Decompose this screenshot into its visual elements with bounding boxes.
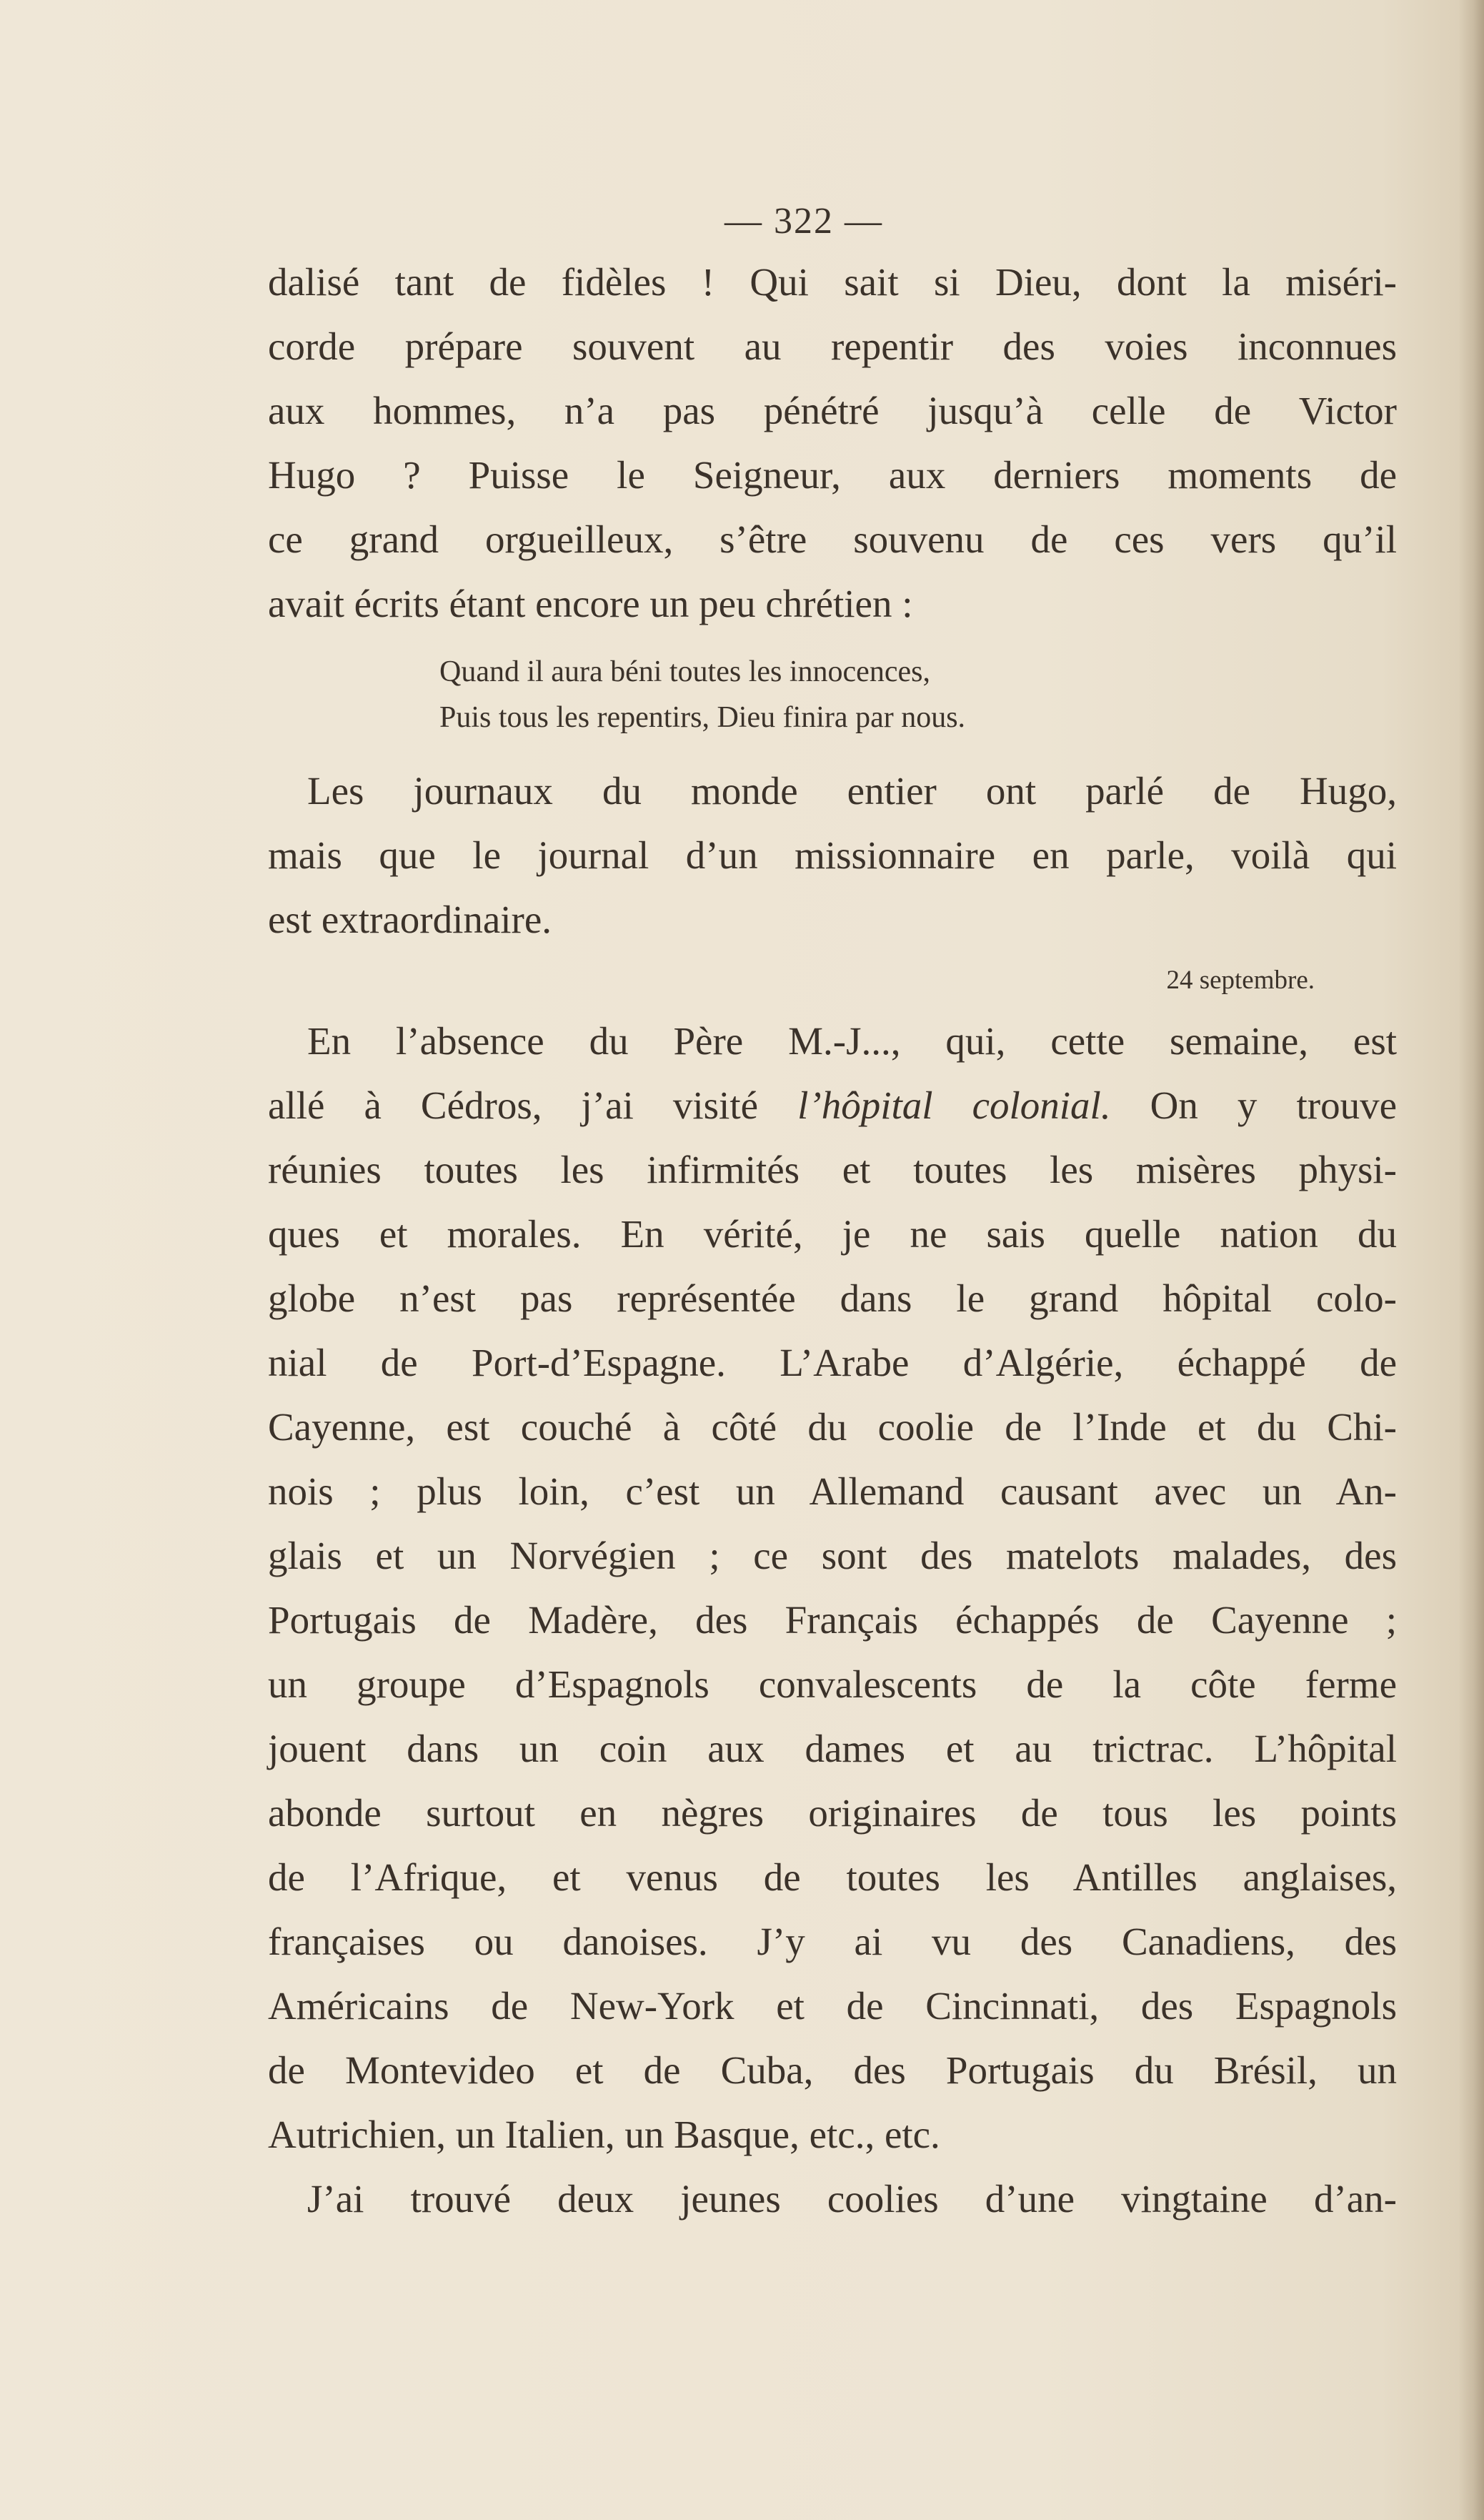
verse-quote (268, 649, 1397, 740)
text-line: de l’Afrique, et venus de toutes les Antilles anglaises, (268, 1855, 1397, 1899)
text-line: réunies toutes les infirmités et toutes les misères physi- (268, 1148, 1397, 1191)
italic-term: l’hôpital colonial. (797, 1083, 1111, 1127)
text-line: avait écrits étant encore un peu chrétien : (268, 582, 913, 625)
text-line: Portugais de Madère, des Français échappés de Cayenne ; (268, 1598, 1397, 1642)
text-line: Américains de New-York et de Cincinnati, des Espagnols (268, 1984, 1397, 2028)
text-line: glais et un Norvégien ; ce sont des matelots malades, des (268, 1534, 1397, 1577)
text-line: corde prépare souvent au repentir des voies inconnues (268, 324, 1397, 368)
text-line: Cayenne, est couché à côté du coolie de l’Inde et du Chi- (268, 1405, 1397, 1449)
page-text (268, 193, 1397, 2231)
text-line: ce grand orgueilleux, s’être souvenu de ces vers qu’il (268, 517, 1397, 561)
text-line: nois ; plus loin, c’est un Allemand causant avec un An- (268, 1469, 1397, 1513)
text-line: jouent dans un coin aux dames et au trictrac. L’hôpital (268, 1727, 1397, 1770)
text-line: françaises ou danoises. J’y ai vu des Canadiens, des (268, 1920, 1397, 1963)
text-span: allé à Cédros, j’ai visité (268, 1083, 798, 1127)
text-line: nial de Port-d’Espagne. L’Arabe d’Algérie, échappé de (268, 1341, 1397, 1384)
text-line-with-italic (268, 1073, 1397, 1138)
verse-line: Quand il aura béni toutes les innocences, (439, 655, 930, 688)
text-line: ques et morales. En vérité, je ne sais quelle nation du (268, 1212, 1397, 1256)
paragraph-2 (268, 759, 1397, 952)
text-line: aux hommes, n’a pas pénétré jusqu’à celle de Victor (268, 389, 1397, 432)
paragraph-1 (268, 250, 1397, 636)
verse-line: Puis tous les repentirs, Dieu finira par nous. (439, 701, 966, 734)
text-line: un groupe d’Espagnols convalescents de la côte ferme (268, 1662, 1397, 1706)
text-line: Hugo ? Puisse le Seigneur, aux derniers moments de (268, 453, 1397, 497)
text-line: est extraordinaire. (268, 898, 552, 941)
text-line: de Montevideo et de Cuba, des Portugais du Brésil, un (268, 2048, 1397, 2092)
dateline: 24 septembre. (1166, 966, 1315, 995)
paragraph-3 (268, 1009, 1397, 2167)
paragraph-4 (268, 2167, 1397, 2231)
text-line: Autrichien, un Italien, un Basque, etc., etc. (268, 2113, 940, 2156)
text-span: On y trouve (1110, 1083, 1397, 1127)
text-line: En l’absence du Père M.-J..., qui, cette semaine, est (307, 1019, 1397, 1063)
text-line: J’ai trouvé deux jeunes coolies d’une vingtaine d’an- (307, 2177, 1397, 2221)
text-line: globe n’est pas représentée dans le grand hôpital colo- (268, 1276, 1397, 1320)
text-line: mais que le journal d’un missionnaire en parle, voilà qui (268, 833, 1397, 877)
page-edge-shadow (1458, 0, 1484, 2520)
text-line: abonde surtout en nègres originaires de tous les points (268, 1791, 1397, 1835)
text-line: Les journaux du monde entier ont parlé de Hugo, (307, 769, 1397, 813)
page-number: — 322 — (724, 201, 883, 242)
text-line: dalisé tant de fidèles ! Qui sait si Dieu, dont la miséri- (268, 260, 1397, 304)
